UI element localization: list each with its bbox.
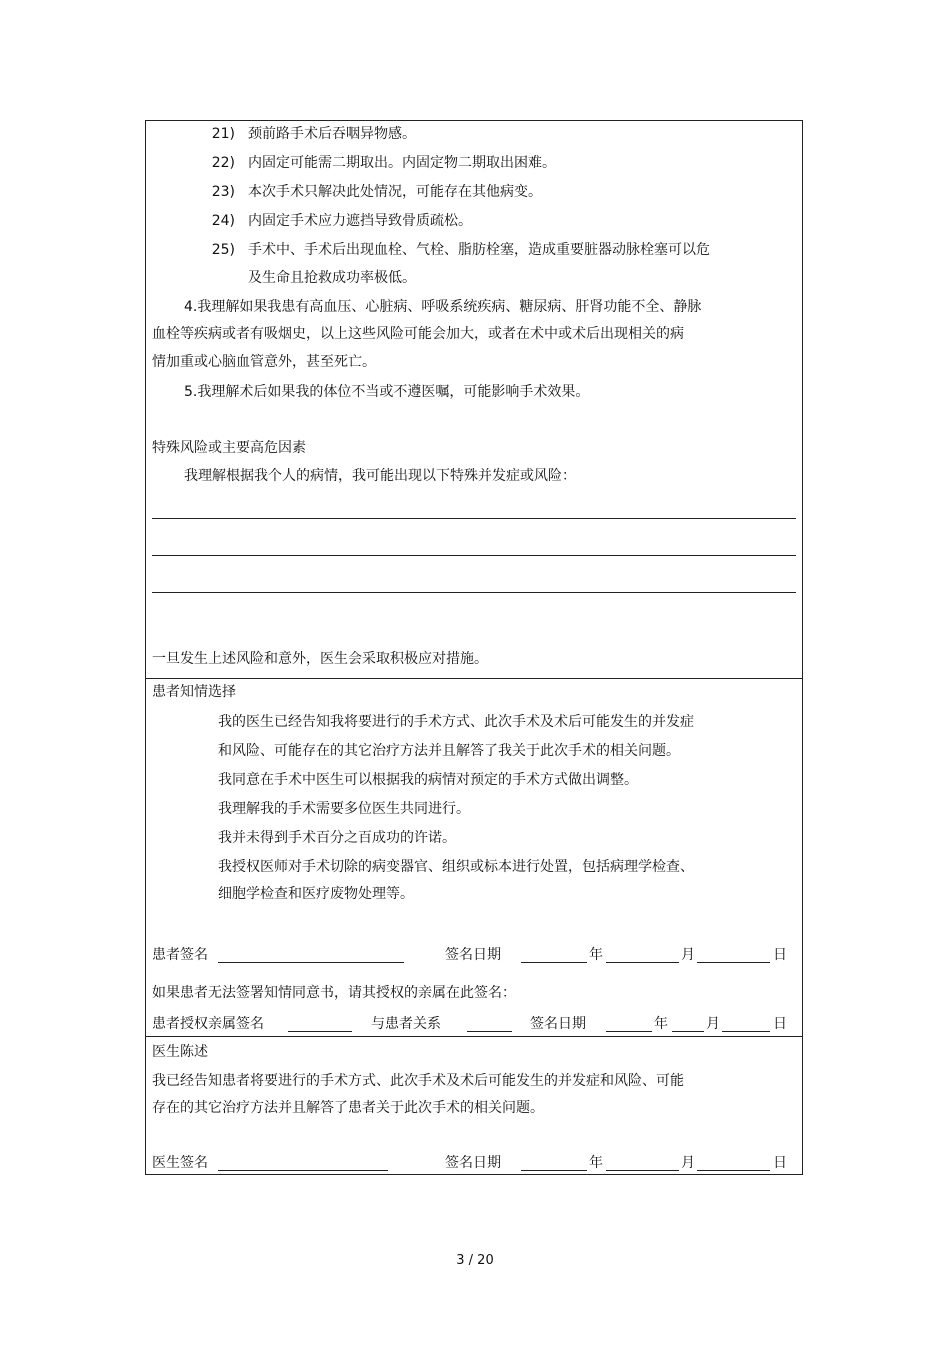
doctor-statement-heading: 医生陈述 (152, 1044, 208, 1060)
proxy-signature-field[interactable] (288, 1031, 352, 1032)
risk-item-number: 25) (211, 242, 235, 258)
doctor-statement-line: 存在的其它治疗方法并且解答了患者关于此次手术的相关问题。 (152, 1100, 544, 1116)
year-label: 年 (589, 1155, 603, 1171)
proxy-day-field[interactable] (722, 1031, 770, 1032)
doctor-signature-label: 医生签名 (152, 1155, 208, 1171)
patient-choice-line: 我并未得到手术百分之百成功的许诺。 (218, 830, 456, 846)
month-label: 月 (681, 1155, 695, 1171)
section-divider (145, 1036, 803, 1037)
patient-month-field[interactable] (606, 962, 679, 963)
patient-signature-label: 患者签名 (152, 947, 208, 963)
paragraph-4-line: 血栓等疾病或者有吸烟史，以上这些风险可能会加大，或者在术中或术后出现相关的病 (152, 326, 684, 342)
proxy-year-field[interactable] (606, 1031, 652, 1032)
doctor-month-field[interactable] (606, 1170, 679, 1171)
patient-day-field[interactable] (697, 962, 770, 963)
special-risk-write-line[interactable] (152, 592, 796, 593)
proxy-date-label: 签名日期 (530, 1016, 586, 1032)
paragraph-4-line: 4.我理解如果我患有高血压、心脏病、呼吸系统疾病、糖尿病、肝肾功能不全、静脉 (184, 299, 702, 315)
day-label: 日 (773, 1155, 787, 1171)
patient-date-label: 签名日期 (445, 947, 501, 963)
risk-item-text: 颈前路手术后吞咽异物感。 (248, 126, 416, 142)
doctor-day-field[interactable] (697, 1170, 770, 1171)
patient-choice-line: 我同意在手术中医生可以根据我的病情对预定的手术方式做出调整。 (218, 772, 638, 788)
paragraph-4-line: 情加重或心脑血管意外，甚至死亡。 (152, 354, 376, 370)
proxy-note: 如果患者无法签署知情同意书，请其授权的亲属在此签名： (152, 985, 516, 1001)
special-risk-write-line[interactable] (152, 555, 796, 556)
patient-choice-line: 我理解我的手术需要多位医生共同进行。 (218, 801, 470, 817)
patient-choice-line: 我授权医师对手术切除的病变器官、组织或标本进行处置，包括病理学检查、 (218, 859, 694, 875)
day-label: 日 (773, 1016, 787, 1032)
section-divider (145, 678, 803, 679)
page-number: 3 / 20 (456, 1253, 494, 1268)
year-label: 年 (654, 1016, 668, 1032)
special-risk-intro: 我理解根据我个人的病情，我可能出现以下特殊并发症或风险： (184, 468, 576, 484)
year-label: 年 (589, 947, 603, 963)
special-risk-heading: 特殊风险或主要高危因素 (152, 440, 306, 456)
doctor-statement-line: 我已经告知患者将要进行的手术方式、此次手术及术后可能发生的并发症和风险、可能 (152, 1073, 684, 1089)
patient-signature-field[interactable] (218, 962, 404, 963)
risk-item-number: 24) (211, 213, 235, 229)
risk-item-text: 内固定可能需二期取出。内固定物二期取出困难。 (248, 155, 556, 171)
doctor-year-field[interactable] (521, 1170, 587, 1171)
day-label: 日 (773, 947, 787, 963)
patient-choice-line: 我的医生已经告知我将要进行的手术方式、此次手术及术后可能发生的并发症 (218, 714, 694, 730)
risk-item-text: 内固定手术应力遮挡导致骨质疏松。 (248, 213, 472, 229)
risk-item-number: 22) (211, 155, 235, 171)
risk-item-number: 21) (211, 126, 235, 142)
doctor-signature-field[interactable] (218, 1170, 388, 1171)
risk-item-text: 本次手术只解决此处情况，可能存在其他病变。 (248, 184, 542, 200)
proxy-signature-label: 患者授权亲属签名 (152, 1016, 264, 1032)
month-label: 月 (706, 1016, 720, 1032)
relation-field[interactable] (467, 1031, 512, 1032)
special-risk-write-line[interactable] (152, 518, 796, 519)
paragraph-5: 5.我理解术后如果我的体位不当或不遵医嘱，可能影响手术效果。 (184, 384, 590, 400)
month-label: 月 (681, 947, 695, 963)
risk-item-text-continued: 及生命且抢救成功率极低。 (248, 270, 416, 286)
patient-choice-line: 和风险、可能存在的其它治疗方法并且解答了我关于此次手术的相关问题。 (218, 743, 680, 759)
relation-label: 与患者关系 (371, 1016, 441, 1032)
risk-item-number: 23) (211, 184, 235, 200)
patient-choice-line: 细胞学检查和医疗废物处理等。 (218, 886, 414, 902)
patient-year-field[interactable] (521, 962, 587, 963)
special-risk-closing: 一旦发生上述风险和意外，医生会采取积极应对措施。 (152, 651, 488, 667)
risk-item-text: 手术中、手术后出现血栓、气栓、脂肪栓塞，造成重要脏器动脉栓塞可以危 (248, 242, 710, 258)
proxy-month-field[interactable] (672, 1031, 704, 1032)
doctor-date-label: 签名日期 (445, 1155, 501, 1171)
patient-choice-heading: 患者知情选择 (152, 684, 236, 700)
